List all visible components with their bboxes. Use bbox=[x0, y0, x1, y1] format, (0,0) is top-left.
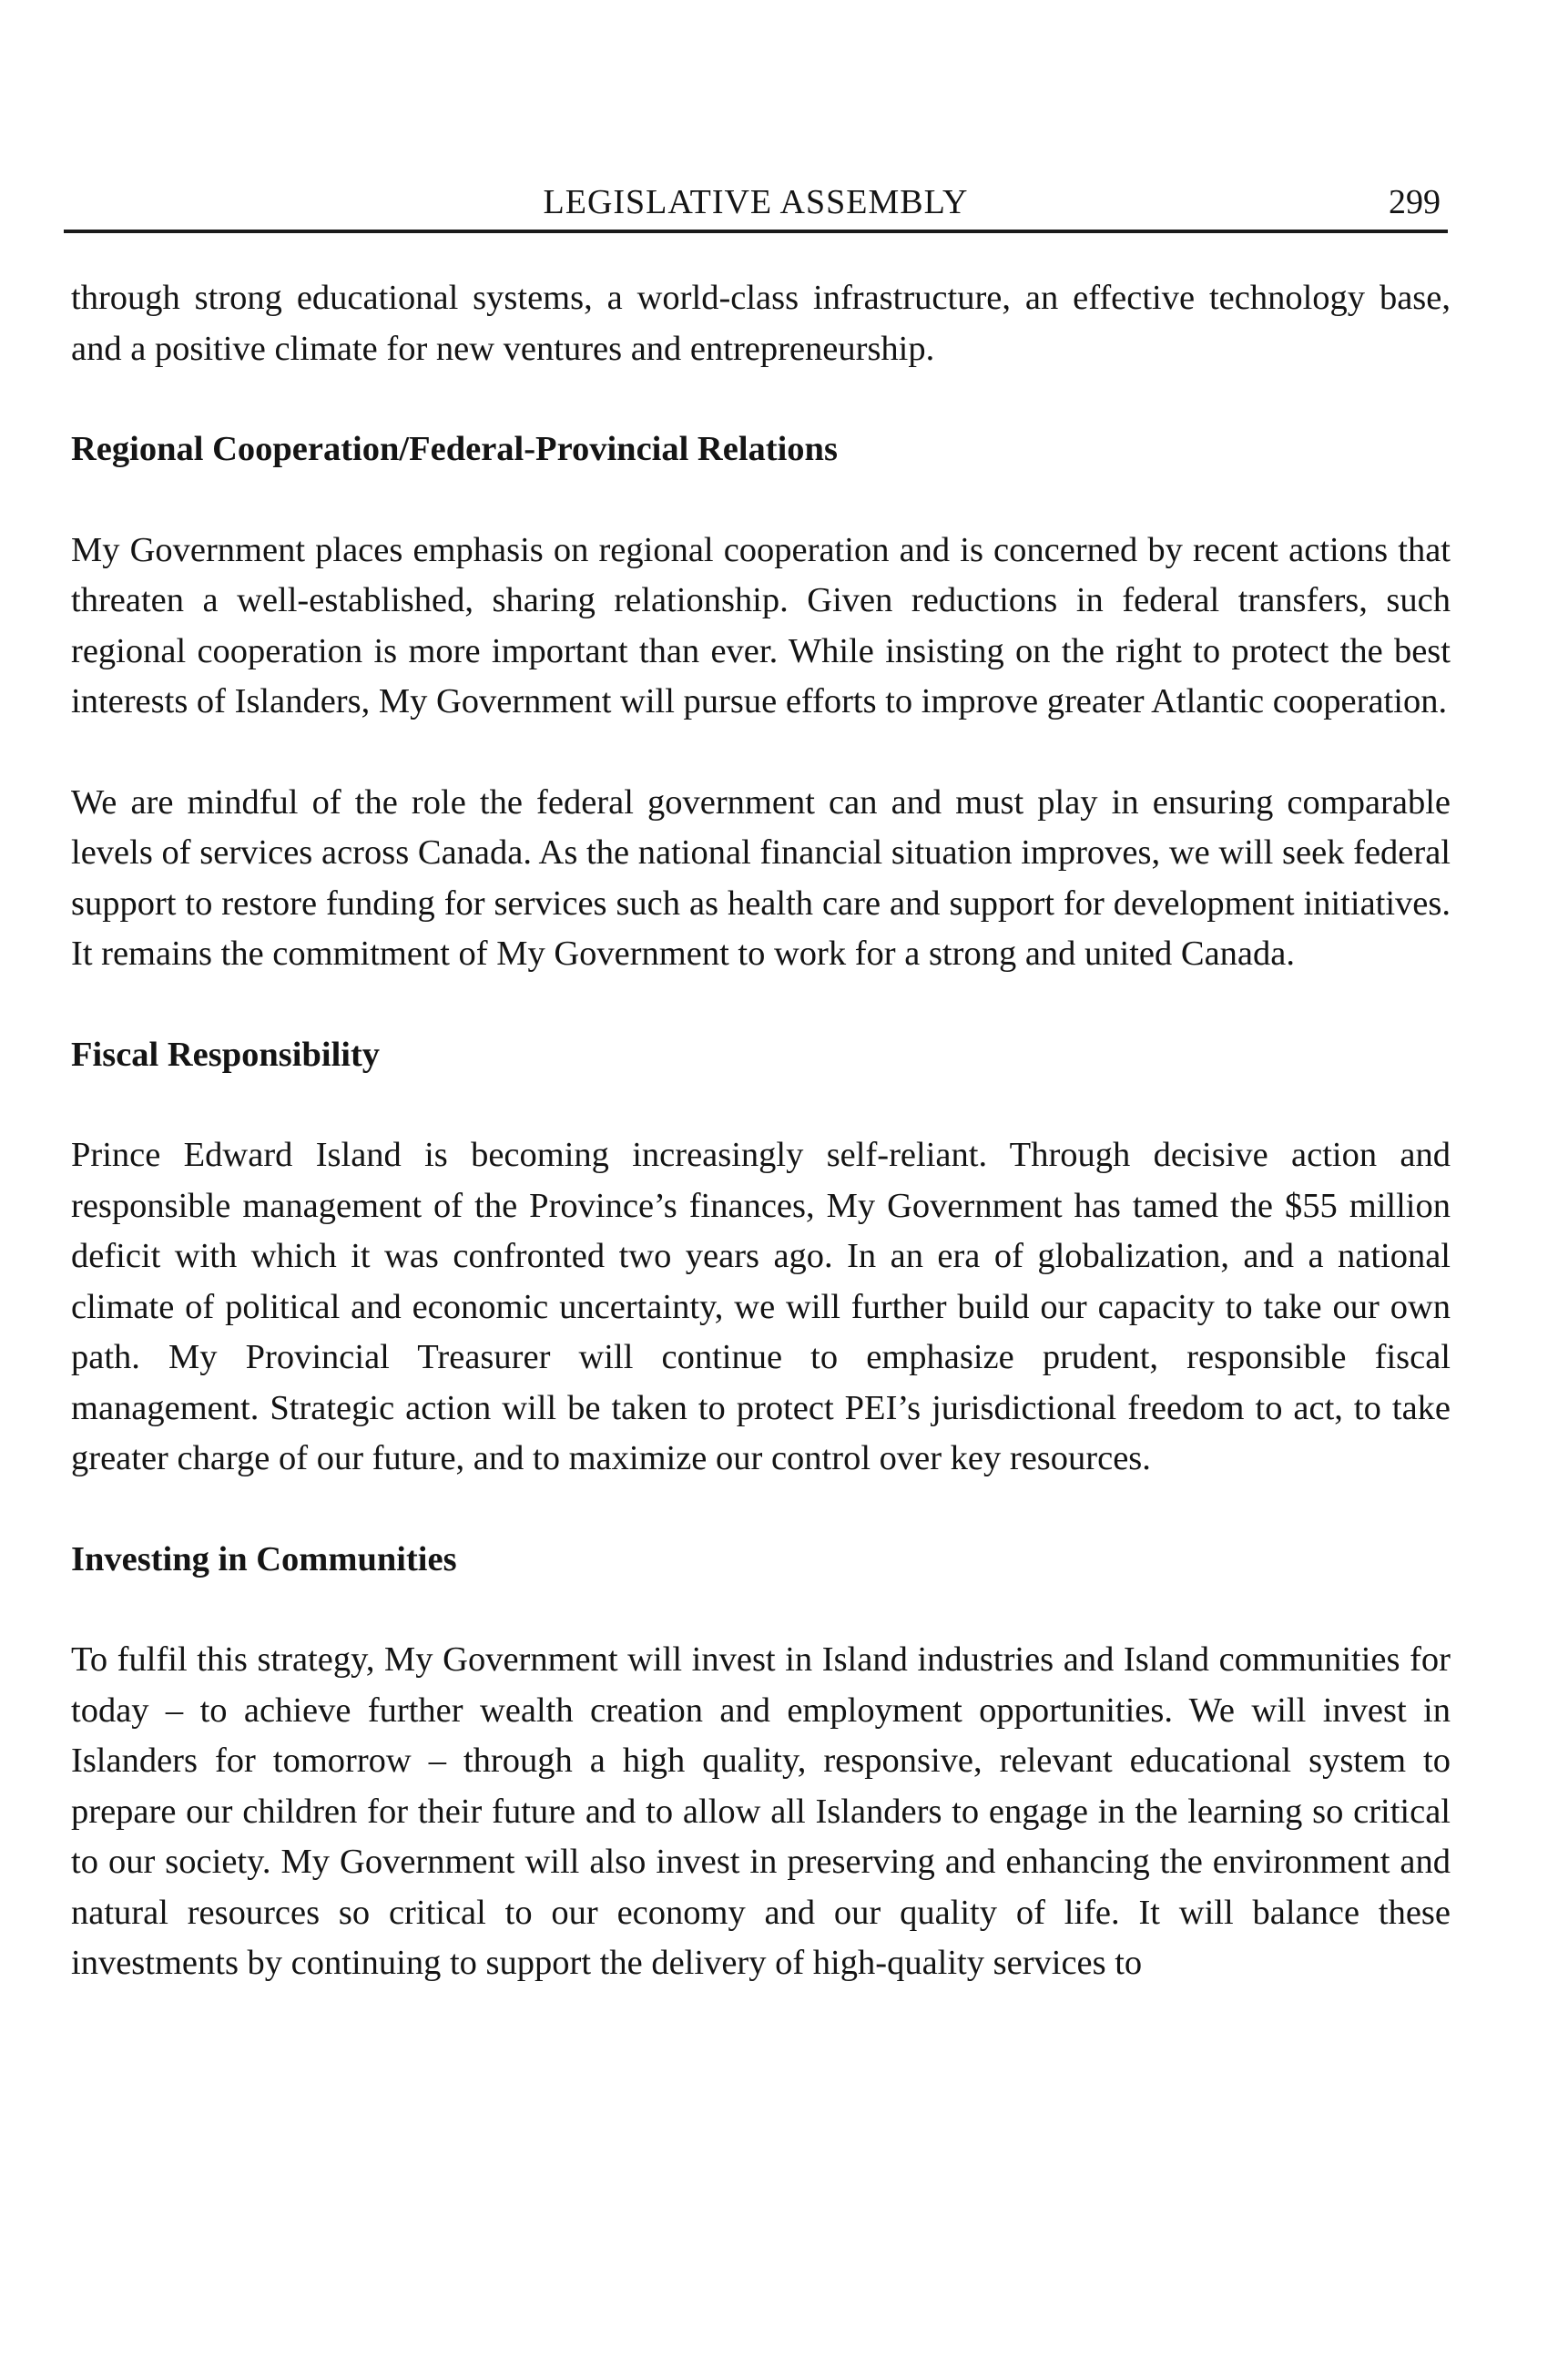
body-text bbox=[71, 273, 1451, 1989]
section-heading-investing-in-communities: Investing in Communities bbox=[71, 1539, 457, 1578]
page-number: 299 bbox=[1389, 183, 1441, 221]
paragraph-regional-cooperation-1: My Government places emphasis on regional cooperation and is concerned by recent actions that threaten a well-established, sharing relationship. Given reductions in federal transfers, such regional cooperation is more important than ever. While insisting on the right to protect the best interests of Islanders, My Government will pursue efforts to improve greater Atlantic cooperation. bbox=[71, 530, 1451, 720]
section-heading-regional-cooperation: Regional Cooperation/Federal-Provincial Relations bbox=[71, 430, 838, 468]
running-header bbox=[64, 179, 1448, 233]
header-title: LEGISLATIVE ASSEMBLY bbox=[543, 183, 969, 221]
paragraph-regional-cooperation-2: We are mindful of the role the federal government can and must play in ensuring comparable levels of services across Canada. As the national financial situation improves, we will seek federal support to restore funding for services such as health care and support for development initiatives. It remains the commitment of My Government to work for a strong and united Canada. bbox=[71, 782, 1451, 973]
intro-paragraph: through strong educational systems, a world-class infrastructure, an effective technology base, and a positive climate for new ventures and entrepreneurship. bbox=[71, 279, 1451, 368]
paragraph-investing-in-communities-1: To fulfil this strategy, My Government will invest in Island industries and Island communities for today – to achieve further wealth creation and employment opportunities. We will invest in Islanders for tomorrow – through a high quality, responsive, relevant educational system to prepare our children for their future and to allow all Islanders to engage in the learning so critical to our society. My Government will also invest in preserving and enhancing the environment and natural resources so critical to our economy and our quality of life. It will balance these investments by continuing to support the delivery of high-quality services to bbox=[71, 1640, 1451, 1982]
section-heading-fiscal-responsibility: Fiscal Responsibility bbox=[71, 1035, 381, 1074]
paragraph-fiscal-responsibility-1: Prince Edward Island is becoming increasingly self-reliant. Through decisive action and responsible management of the Province’s finances, My Government has tamed the $55 million deficit with which it was confronted two years ago. In an era of globalization, and a national climate of political and economic uncertainty, we will further build our capacity to take our own path. My Provincial Treasurer will continue to emphasize prudent, responsible fiscal management. Strategic action will be taken to protect PEI’s jurisdictional freedom to act, to take greater charge of our future, and to maximize our control over key resources. bbox=[71, 1136, 1451, 1477]
